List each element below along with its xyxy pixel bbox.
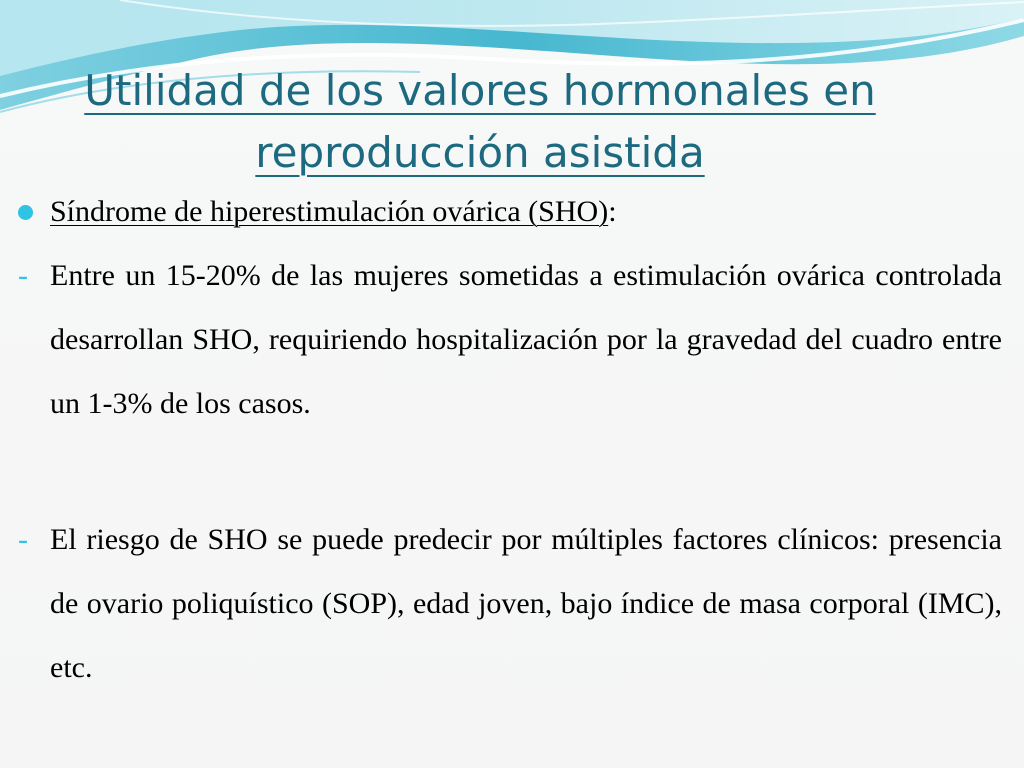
list-item-text: El riesgo de SHO se puede predecir por múltiples factores clínicos: presencia de ovario poliquístico (SOP), edad joven, bajo índice de masa corporal (IMC), etc. — [50, 523, 1002, 684]
bullet-heading-suffix: : — [608, 195, 617, 228]
bullet-heading-text — [50, 192, 617, 232]
title-line-1: Utilidad de los valores hormonales en — [84, 66, 876, 115]
title-line-2: reproducción asistida — [255, 128, 705, 177]
slide-title — [30, 60, 930, 184]
list-item — [18, 244, 1002, 436]
list-item-text: Entre un 15-20% de las mujeres sometidas a estimulación ovárica controlada desarrollan SHO, requiriendo hospitalización por la gravedad del cuadro entre un 1-3% de los casos. — [50, 259, 1002, 420]
dash-marker: - — [18, 259, 28, 292]
bullet-dot-icon — [18, 205, 33, 220]
dash-marker: - — [18, 523, 28, 556]
list-item — [18, 508, 1002, 700]
bullet-heading-label: Síndrome de hiperestimulación ovárica (SHO) — [50, 195, 609, 228]
